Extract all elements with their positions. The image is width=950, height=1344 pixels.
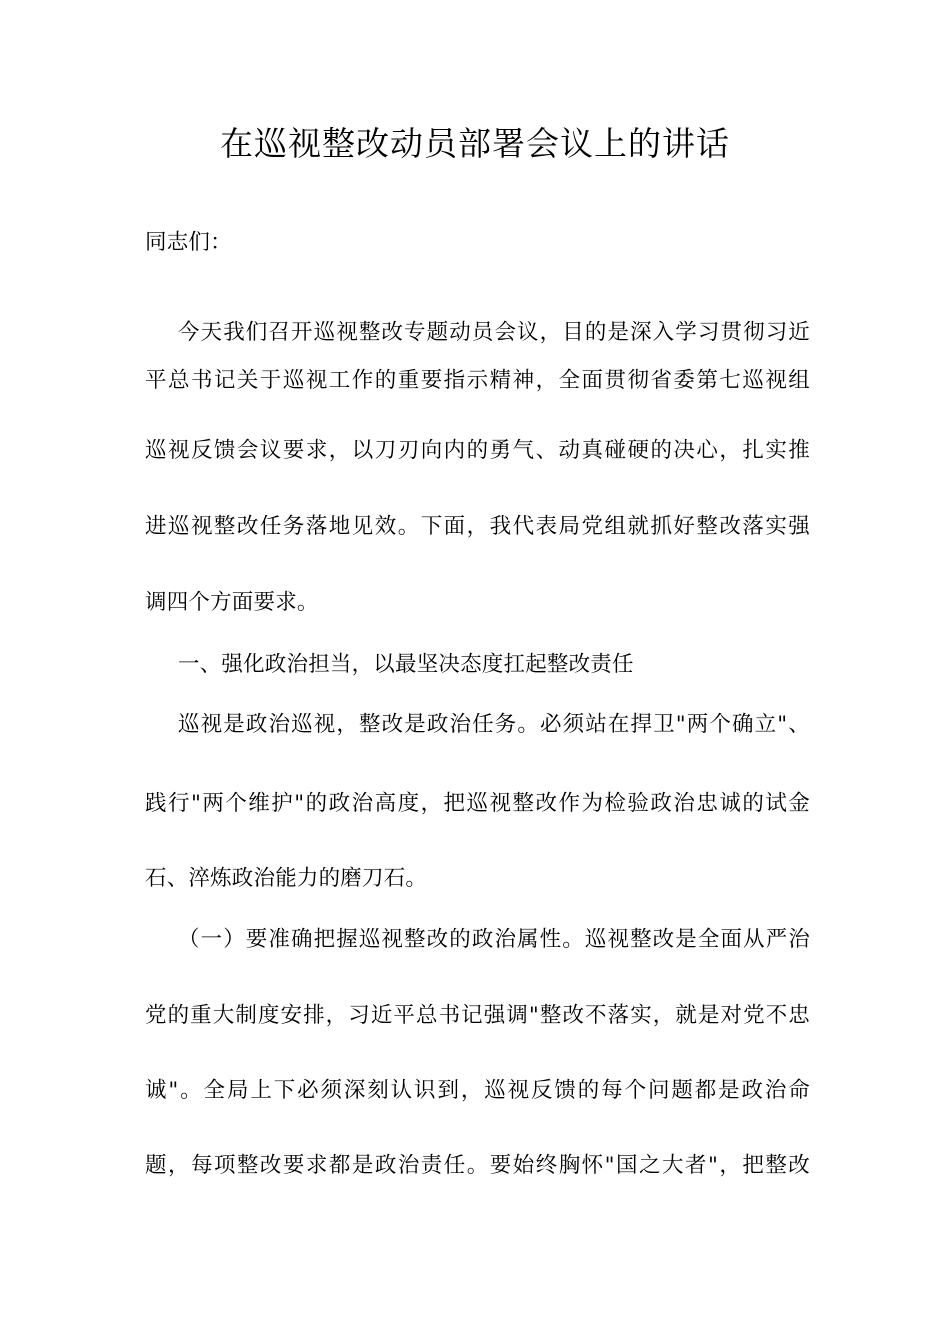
paragraph-line: 党的重大制度安排，习近平总书记强调"整改不落实，就是对党不忠 <box>145 1003 810 1028</box>
section-heading: 一、强化政治担当，以最坚决态度扛起整改责任 <box>178 652 634 677</box>
paragraph-line: 诚"。全局上下必须深刻认识到，巡视反馈的每个问题都是政治命 <box>145 1078 810 1103</box>
paragraph-line: 今天我们召开巡视整改专题动员会议，目的是深入学习贯彻习近 <box>178 320 810 345</box>
paragraph-line: 进巡视整改任务落地见效。下面，我代表局党组就抓好整改落实强 <box>145 514 810 539</box>
paragraph-line: 平总书记关于巡视工作的重要指示精神，全面贯彻省委第七巡视组 <box>145 368 810 393</box>
paragraph-line: 石、淬炼政治能力的磨刀石。 <box>145 866 428 891</box>
paragraph-line: 巡视反馈会议要求，以刀刃向内的勇气、动真碰硬的决心，扎实推 <box>145 438 810 463</box>
paragraph-line: 调四个方面要求。 <box>145 590 319 615</box>
document-title: 在巡视整改动员部署会议上的讲话 <box>220 124 730 163</box>
paragraph-line: 践行"两个维护"的政治高度，把巡视整改作为检验政治忠诚的试金 <box>145 791 810 816</box>
paragraph-line: （一）要准确把握巡视整改的政治属性。巡视整改是全面从严治 <box>178 927 810 952</box>
salutation: 同志们： <box>145 230 232 255</box>
paragraph-line: 题，每项整改要求都是政治责任。要始终胸怀"国之大者"，把整改 <box>145 1153 810 1178</box>
paragraph-line: 巡视是政治巡视，整改是政治任务。必须站在捍卫"两个确立"、 <box>178 712 810 737</box>
